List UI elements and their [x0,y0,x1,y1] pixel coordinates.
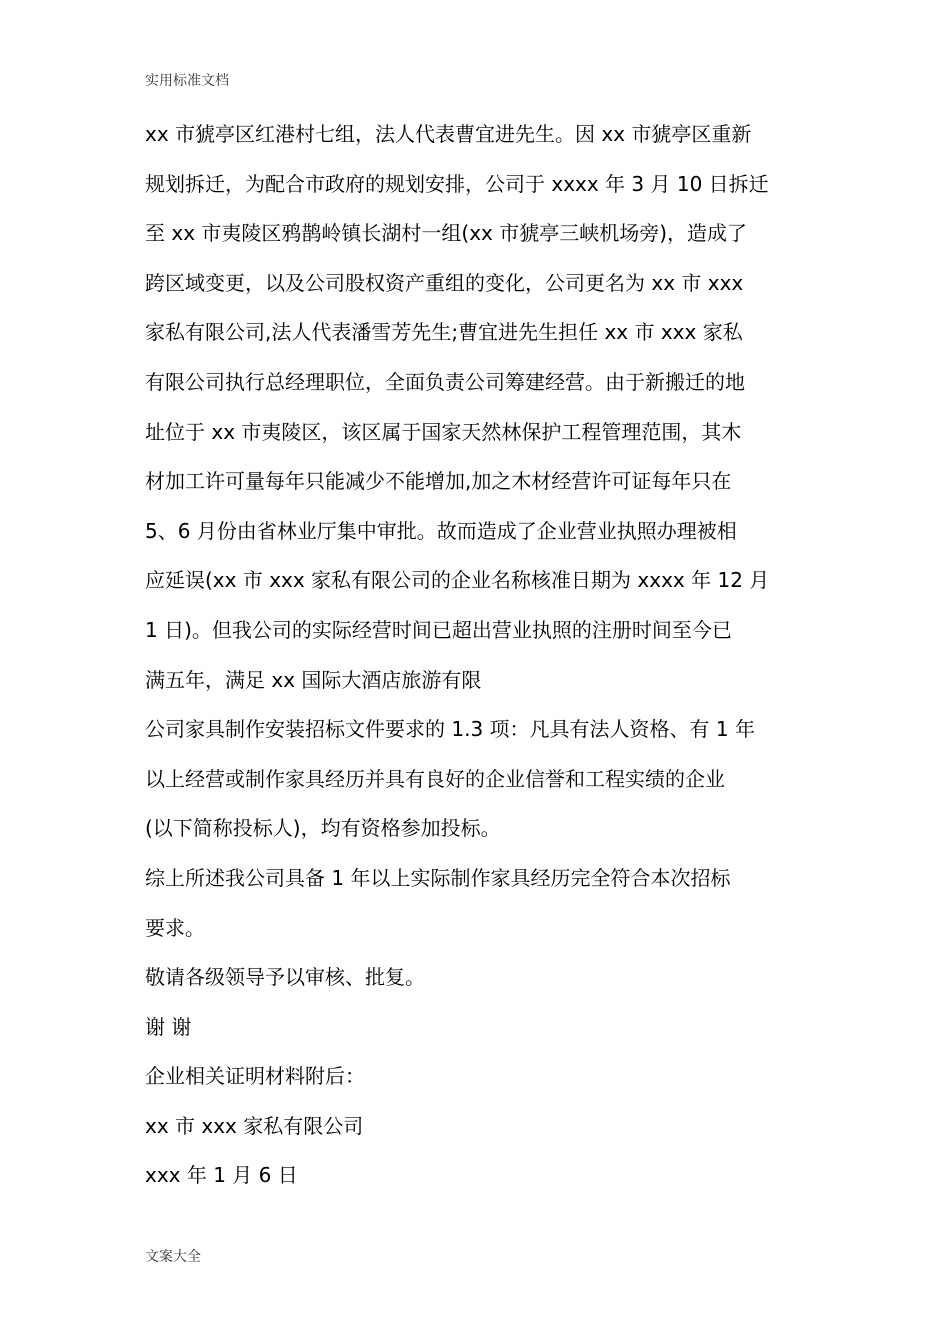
body-line: 5、6 月份由省林业厅集中审批。故而造成了企业营业执照办理被相 [145,518,737,543]
body-line: 公司家具制作安装招标文件要求的 1.3 项：凡具有法人资格、有 1 年 [145,717,755,742]
body-line: 至 xx 市夷陵区鸦鹊岭镇长湖村一组(xx 市猇亭三峡机场旁)，造成了 [145,221,748,246]
body-line: 敬请各级领导予以审核、批复。 [145,965,425,990]
body-line: 跨区域变更，以及公司股权资产重组的变化，公司更名为 xx 市 xxx [145,270,744,295]
body-line: 以上经营或制作家具经历并具有良好的企业信誉和工程实绩的企业 [145,766,725,791]
document-body [145,110,810,1201]
page-header: 实用标准文档 [145,73,229,89]
page-footer: 文案大全 [145,1249,201,1265]
body-line: 家私有限公司,法人代表潘雪芳先生;曹宜进先生担任 xx 市 xxx 家私 [145,320,743,345]
document-date: xxx 年 1 月 6 日 [145,1163,298,1188]
body-line: 综上所述我公司具备 1 年以上实际制作家具经历完全符合本次招标 [145,865,731,890]
body-line: 1 日)。但我公司的实际经营时间已超出营业执照的注册时间至今已 [145,617,732,642]
body-line: 址位于 xx 市夷陵区，该区属于国家天然林保护工程管理范围，其木 [145,419,742,444]
body-line: 有限公司执行总经理职位，全面负责公司筹建经营。由于新搬迁的地 [145,369,745,394]
body-line: (以下简称投标人)，均有资格参加投标。 [145,816,501,841]
body-line: 要求。 [145,915,205,940]
attachment-note: 企业相关证明材料附后： [145,1064,365,1089]
body-line: 材加工许可量每年只能减少不能增加,加之木材经营许可证每年只在 [145,469,732,494]
body-line: 应延误(xx 市 xxx 家私有限公司的企业名称核准日期为 xxxx 年 12 月 [145,568,770,593]
closing-thanks: 谢 谢 [145,1014,192,1039]
body-line: xx 市猇亭区红港村七组，法人代表曹宜进先生。因 xx 市猇亭区重新 [145,122,752,146]
body-line: 满五年，满足 xx 国际大酒店旅游有限 [145,667,482,692]
company-signature: xx 市 xxx 家私有限公司 [145,1113,364,1138]
body-line: 规划拆迁，为配合市政府的规划安排，公司于 xxxx 年 3 月 10 日拆迁 [145,171,769,196]
